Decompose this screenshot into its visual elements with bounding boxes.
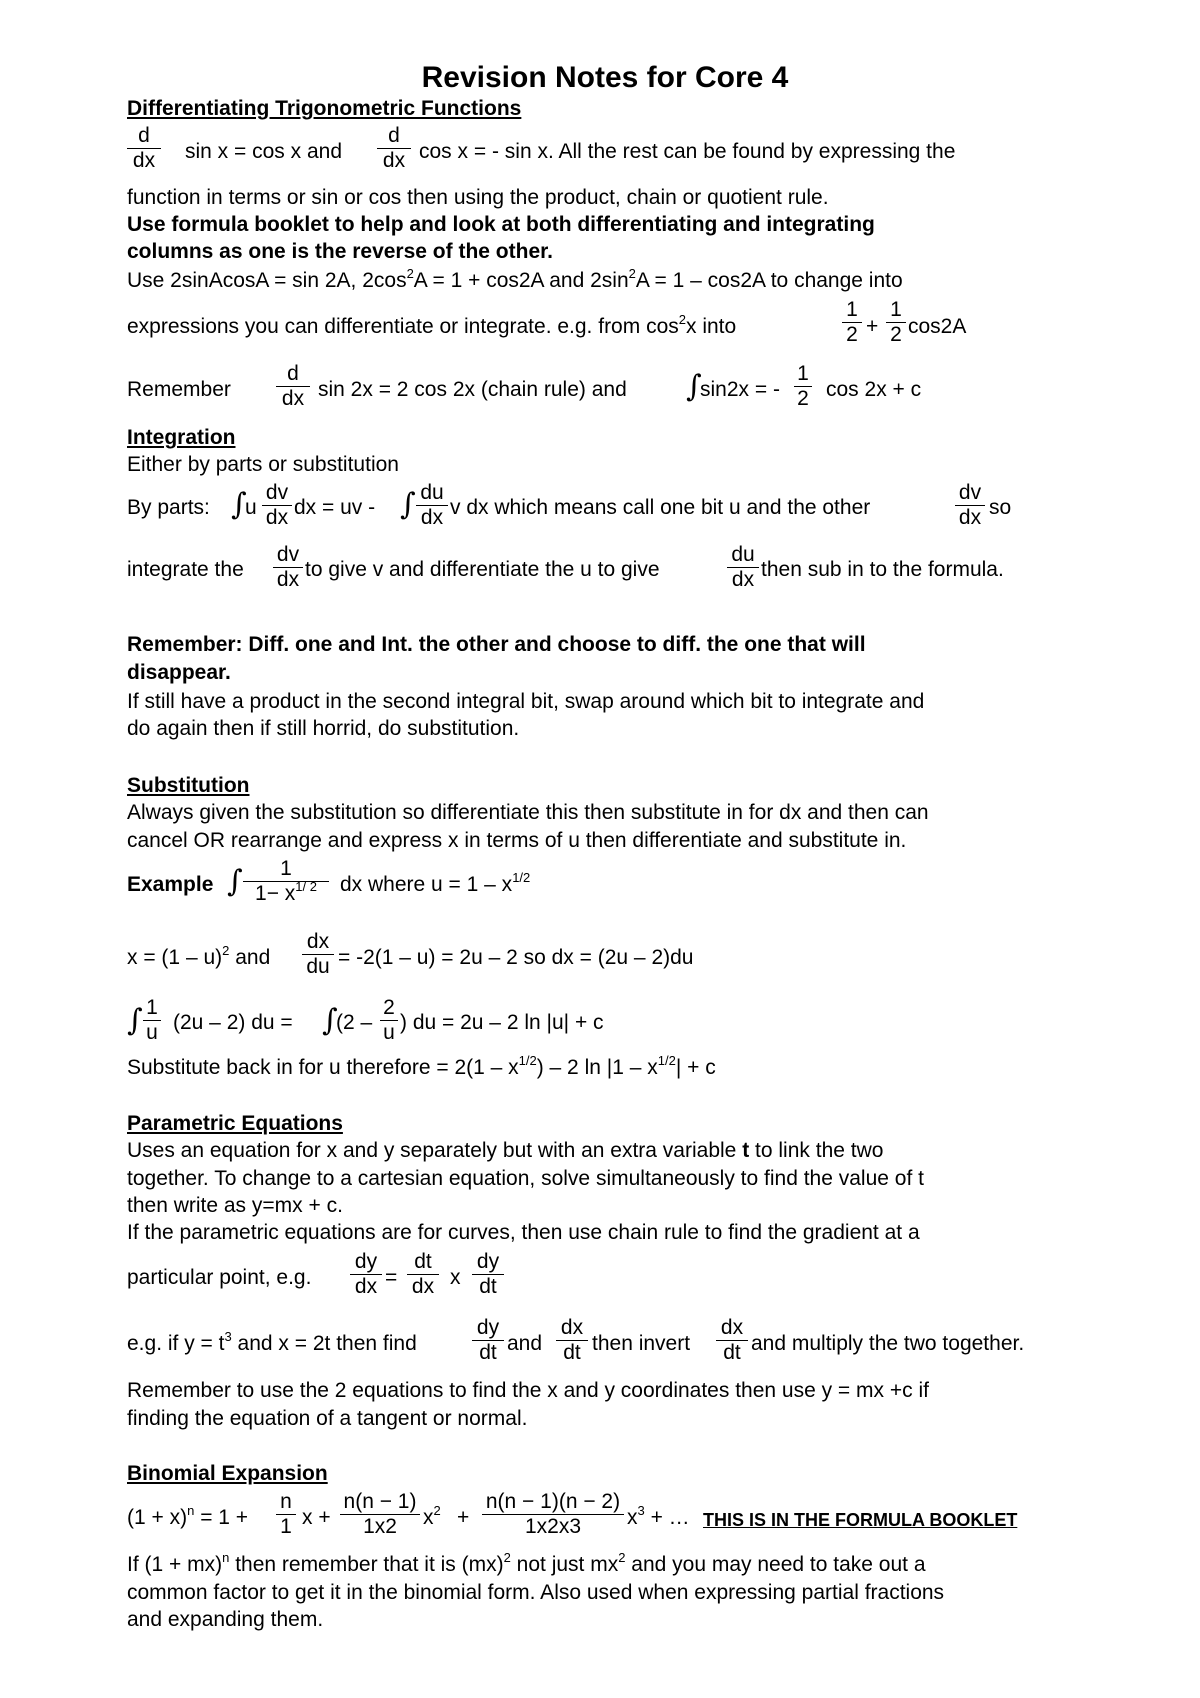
- fraction-du-dx: $\frac{du}{dx}$: [416, 481, 448, 530]
- fraction-dv-dx: $\frac{dv}{dx}$: [955, 481, 985, 530]
- fraction-dx-dt: $\frac{dx}{dt}$: [716, 1316, 748, 1365]
- integral-sign: ∫: [322, 1003, 338, 1038]
- text-fragment: dx where $u = 1 - x^{1/2}$: [340, 870, 531, 896]
- fraction-one-over-u: $\frac{1}{u}$: [143, 996, 161, 1045]
- text-line: then write as y=mx + c.: [127, 1194, 343, 1217]
- example-label: Example: [127, 873, 214, 896]
- text-fragment: Remember: [127, 378, 231, 401]
- text-line: Either by parts or substitution: [127, 453, 399, 476]
- text-fragment: dx = uv -: [294, 496, 376, 519]
- text-fragment: By parts:: [127, 496, 210, 519]
- integral-sign: ∫: [227, 864, 243, 899]
- text-fragment: u: [245, 496, 257, 519]
- integral-sign: ∫: [127, 1003, 143, 1038]
- text-fragment: integrate the: [127, 558, 244, 581]
- fraction-example: $\frac{1}{1- x^{1/ 2}}$: [243, 857, 329, 906]
- text-line: Always given the substitution so differentiate this then substitute in for dx and then can: [127, 801, 929, 824]
- text-line: Remember to use the 2 equations to find the x and y coordinates then use y = mx +c if: [127, 1379, 929, 1402]
- bold-note: Remember: Diff. one and Int. the other and choose to diff. the one that will: [127, 633, 866, 656]
- text-line: and expanding them.: [127, 1608, 324, 1631]
- plus-sign: +: [457, 1506, 470, 1529]
- text-fragment: (2 –: [336, 1011, 373, 1034]
- text-fragment: (2u – 2) du =: [173, 1011, 293, 1034]
- integral-sign: ∫: [686, 369, 702, 404]
- fraction-dt-dx: $\frac{dt}{dx}$: [407, 1250, 439, 1299]
- text-line: If still have a product in the second integral bit, swap around which bit to integrate and: [127, 690, 925, 713]
- fraction-d-dx: $\frac{d}{dx}$: [127, 124, 161, 173]
- integral-sign: ∫: [231, 487, 247, 522]
- fraction-d-dx: $\frac{d}{dx}$: [377, 124, 411, 173]
- fraction-half: $\frac{1}{2}$: [842, 298, 862, 347]
- fraction-two-over-u: $\frac{2}{u}$: [380, 996, 398, 1045]
- section-heading-integration: Integration: [127, 426, 236, 449]
- bold-note: columns as one is the reverse of the other.: [127, 240, 553, 263]
- text-fragment: sin2x = -: [700, 378, 780, 401]
- fraction-binomial-term-2: $\frac{n(n - 1)}{1x2}$: [340, 1490, 420, 1539]
- text-line: together. To change to a cartesian equation, solve simultaneously to find the value of t: [127, 1167, 924, 1190]
- fraction-half: $\frac{1}{2}$: [794, 362, 812, 411]
- section-heading-binomial: Binomial Expansion: [127, 1462, 328, 1485]
- equals-sign: =: [385, 1266, 398, 1289]
- fraction-dy-dx: $\frac{dy}{dx}$: [350, 1250, 382, 1299]
- text-fragment: v dx which means call one bit u and the other: [450, 496, 871, 519]
- fraction-dy-dt: $\frac{dy}{dt}$: [472, 1316, 504, 1365]
- fraction-dv-dx: $\frac{dv}{dx}$: [273, 543, 303, 592]
- fraction-du-dx: $\frac{du}{dx}$: [727, 543, 759, 592]
- text-fragment: = -2(1 – u) = 2u – 2 so dx = (2u – 2)du: [338, 946, 694, 969]
- text-fragment: e.g. if $y = t^3$ and x = 2t then find: [127, 1329, 417, 1355]
- text-fragment: particular point, e.g.: [127, 1266, 312, 1289]
- fraction-half: $\frac{1}{2}$: [886, 298, 906, 347]
- text-fragment: then invert: [592, 1332, 691, 1355]
- fraction-d-dx: $\frac{d}{dx}$: [276, 362, 310, 411]
- section-heading-substitution: Substitution: [127, 774, 250, 797]
- text-fragment: cos2A: [908, 315, 967, 338]
- text-fragment: $(1 + x)^n = 1$ +: [127, 1503, 249, 1529]
- text-line: finding the equation of a tangent or normal.: [127, 1407, 528, 1430]
- text-fragment: $x^2$: [423, 1503, 441, 1529]
- text-line: function in terms or sin or cos then using the product, chain or quotient rule.: [127, 186, 829, 209]
- text-line: common factor to get it in the binomial form. Also used when expressing partial fractions: [127, 1581, 945, 1604]
- text-fragment: then sub in to the formula.: [761, 558, 1004, 581]
- bold-note: disappear.: [127, 661, 231, 684]
- text-fragment: and: [507, 1332, 543, 1355]
- section-heading-parametric: Parametric Equations: [127, 1112, 343, 1135]
- fraction-dx-dt: $\frac{dx}{dt}$: [556, 1316, 588, 1365]
- fraction-dy-dt: $\frac{dy}{dt}$: [472, 1250, 504, 1299]
- text-fragment: x = (1 – u)$^2$ and: [127, 943, 271, 969]
- text-fragment: ) du = 2u – 2 ln |u| + c: [400, 1011, 604, 1034]
- text-line: If the parametric equations are for curves, then use chain rule to find the gradient at a: [127, 1221, 920, 1244]
- fraction-binomial-term-3: $\frac{n(n - 1)(n - 2)}{1x2x3}$: [482, 1490, 624, 1539]
- fraction-n-over-1: $\frac{n}{1}$: [276, 1490, 296, 1539]
- text-line: do again then if still horrid, do substitution.: [127, 717, 520, 740]
- text-line: Substitute back in for u therefore = $2(1 - x^{1/2}) - 2$ $\ln |1 - x^{1/2}| + c$: [127, 1053, 716, 1079]
- text-fragment: to give v and differentiate the u to give: [305, 558, 660, 581]
- text-line: sin x = cos x and: [185, 140, 342, 163]
- integral-sign: ∫: [400, 487, 416, 522]
- text-line: expressions you can differentiate or integrate. e.g. from $\cos^2x$ into: [127, 312, 737, 338]
- formula-booklet-note: THIS IS IN THE FORMULA BOOKLET: [703, 1510, 1018, 1530]
- fraction-dv-dx: $\frac{dv}{dx}$: [262, 481, 292, 530]
- text-fragment: $x^3$ + …: [627, 1503, 690, 1529]
- times-sign: x: [450, 1266, 461, 1289]
- text-line: Use 2sinAcosA = sin 2A, $2\cos^2A = 1 + \cos 2A$ and $2\sin^2A = 1 - \cos 2A$ to change into: [127, 266, 903, 292]
- text-fragment: so: [989, 496, 1012, 519]
- text-fragment: and multiply the two together.: [751, 1332, 1025, 1355]
- text-line: Uses an equation for x and y separately but with an extra variable t to link the two: [127, 1139, 884, 1162]
- section-heading-diff-trig: Differentiating Trigonometric Functions: [127, 97, 522, 120]
- text-line: If (1 + mx)$^n$ then remember that it is (mx)$^2$ not just $mx^2$ and you may need to take out a: [127, 1550, 926, 1576]
- plus-sign: +: [866, 315, 879, 338]
- text-fragment: x +: [302, 1506, 331, 1529]
- fraction-dx-du: $\frac{dx}{du}$: [302, 930, 334, 979]
- text-line: cos x = - sin x. All the rest can be found by expressing the: [419, 140, 956, 163]
- text-fragment: sin 2x = 2 cos 2x (chain rule) and: [318, 378, 627, 401]
- text-fragment: cos 2x + c: [826, 378, 922, 401]
- page-title: Revision Notes for Core 4: [421, 61, 789, 94]
- bold-note: Use formula booklet to help and look at both differentiating and integrating: [127, 213, 875, 236]
- text-line: cancel OR rearrange and express x in terms of u then differentiate and substitute in.: [127, 829, 907, 852]
